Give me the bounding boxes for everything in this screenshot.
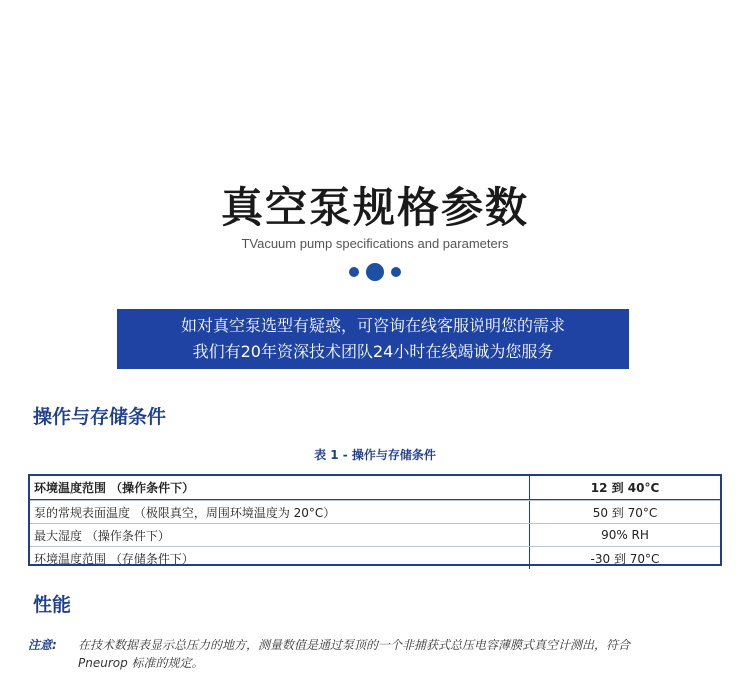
note-text-line-2: Pneurop 标准的规定。 — [78, 656, 204, 670]
decorative-dots — [0, 263, 750, 281]
row-value: 12 到 40°C — [590, 481, 660, 495]
row-label: 泵的常规表面温度 （极限真空，周围环境温度为 20°C） — [30, 501, 530, 523]
row-label: 环境温度范围 （操作条件下） — [30, 476, 530, 499]
table-row — [30, 476, 720, 500]
section-title-operation: 操作与存储条件 — [33, 406, 167, 428]
row-label: 环境温度范围 （存储条件下） — [30, 547, 530, 569]
row-label: 最大湿度 （操作条件下） — [30, 524, 530, 546]
row-value: 90% RH — [601, 528, 649, 542]
table-row — [30, 500, 720, 523]
spec-table — [28, 474, 722, 566]
dot-icon — [349, 267, 359, 277]
banner-line-1: 如对真空泵选型有疑惑，可咨询在线客服说明您的需求 — [180, 316, 565, 335]
note-label: 注意: — [28, 638, 57, 652]
section-title-performance: 性能 — [33, 594, 72, 616]
banner-line-2: 我们有20年资深技术团队24小时在线竭诚为您服务 — [192, 342, 554, 361]
page-subtitle: TVacuum pump specifications and parameters — [241, 236, 509, 251]
dot-icon — [366, 263, 384, 281]
dot-icon — [391, 267, 401, 277]
table-caption: 表 1 - 操作与存储条件 — [314, 448, 436, 462]
row-value: 50 到 70°C — [592, 505, 658, 520]
row-value: -30 到 70°C — [590, 551, 660, 566]
service-banner — [117, 309, 629, 369]
table-row — [30, 546, 720, 569]
note-text-line-1: 在技术数据表显示总压力的地方，测量数值是通过泵顶的一个非捕获式总压电容薄膜式真空计测出，符合 — [78, 638, 631, 652]
table-row — [30, 523, 720, 546]
page-title: 真空泵规格参数 — [220, 183, 529, 232]
performance-note — [28, 636, 718, 672]
